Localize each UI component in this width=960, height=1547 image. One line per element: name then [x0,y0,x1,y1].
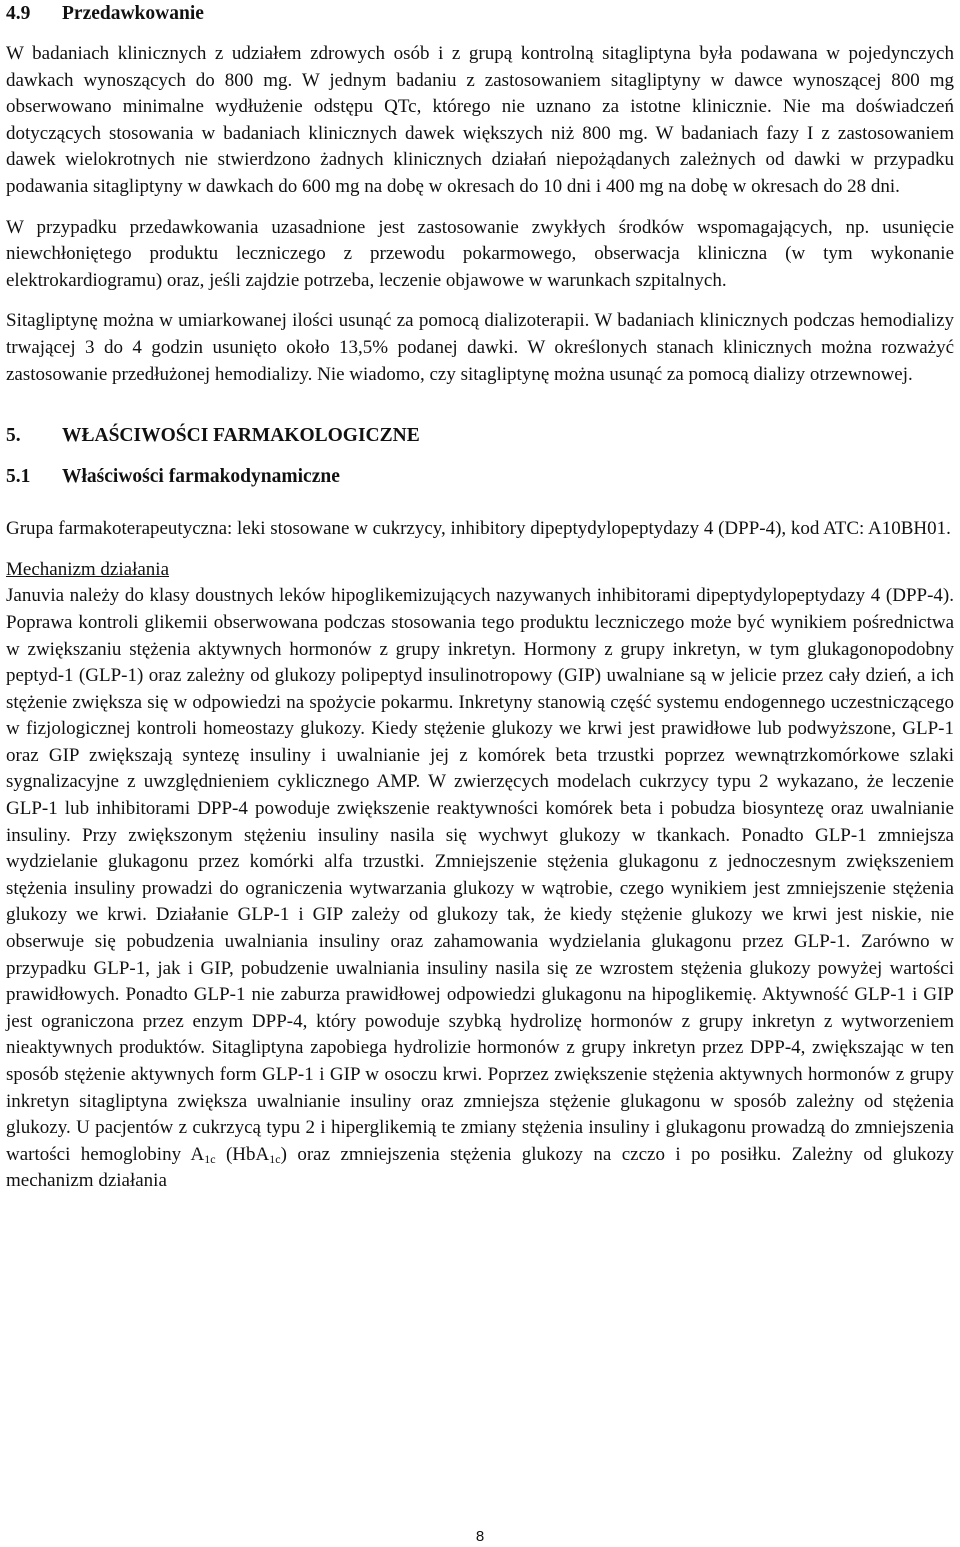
section-title: WŁAŚCIWOŚCI FARMAKOLOGICZNE [62,425,420,447]
section-number: 5. [6,425,21,447]
section-title: Przedawkowanie [62,3,204,24]
subscript-1c: 1c [204,1151,216,1166]
hba-label: (HbA [215,1143,270,1165]
mechanism-tail: ) oraz zmniejszenia stężenia glukozy na czczo i po posiłku. Zależny od glukozy mechanizm działania [6,1143,954,1192]
overdose-paragraph-3: Sitagliptynę można w umiarkowanej ilości usunąć za pomocą dializoterapii. W badaniach klinicznych podczas hemodializy trwającej 3 do 4 godzin usunięto około 13,5% podanej dawki. W określonych stanach klinicznych można rozważyć zastosowanie przedłużonej hemodializy. Nie wiadomo, czy sitagliptynę można usunąć za pomocą dializy otrzewnowej. [6,310,954,385]
mechanism-paragraph [6,583,954,1195]
subscript-1c: 1c [269,1151,281,1166]
pharmacotherapeutic-group: Grupa farmakoterapeutyczna: leki stosowane w cukrzycy, inhibitory dipeptydylopeptydazy 4 (DPP-4), kod ATC: A10BH01. [6,518,951,540]
mechanism-text: Januvia należy do klasy doustnych leków hipoglikemizujących nazywanych inhibitorami dipeptydylopeptydazy 4 (DPP-4). Poprawa kontroli glikemii obserwowana podczas stosowania tego produktu leczniczego może być wynikiem pośrednictwa w zwiększaniu stężenia aktywnych hormonów z grupy inkretyn. Hormony z grupy inkretyn, w tym glukagonopodobny peptyd-1 (GLP-1) oraz zależny od glukozy polipeptyd insulinotropowy (GIP) uwalniane są w jelicie przez cały dzień, a ich stężenie zwiększa się w odpowiedzi na spożycie pokarmu. Inkretyny stanowią część systemu endogennego uczestniczącego w fizjologicznej kontroli homeostazy glukozy. Kiedy stężenie glukozy we krwi jest prawidłowe lub podwyższone, GLP-1 oraz GIP zwiększają syntezę insuliny i uwalnianie jej z komórek beta trzustki poprzez wewnątrzkomórkowe szlaki sygnalizacyjne z uwzględnieniem cyklicznego AMP. W zwierzęcych modelach cukrzycy typu 2 wykazano, że leczenie GLP-1 lub inhibitorami DPP-4 powoduje zwiększenie reaktywności komórek beta i pobudza biosyntezę oraz uwalnianie insuliny. Przy zwiększonym stężeniu insuliny nasila się wychwyt glukozy w tkankach. Ponadto GLP-1 zmniejsza wydzielanie glukagonu przez komórki alfa trzustki. Zmniejszenie stężenia glukagonu z jednoczesnym zwiększeniem stężenia insuliny prowadzi do ograniczenia wytwarzania glukozy w wątrobie, czego wynikiem jest zmniejszenie stężenia glukozy we krwi. Działanie GLP-1 i GIP zależy od glukozy tak, że kiedy stężenie glukozy we krwi jest niskie, nie obserwuje się pobudzenia uwalniania insuliny oraz zahamowania wydzielania glukagonu przez GLP-1. Zarówno w przypadku GLP-1, jak i GIP, pobudzenie uwalniania insuliny nasila się ze wzrostem stężenia glukozy powyżej wartości prawidłowych. Ponadto GLP-1 nie zaburza prawidłowej odpowiedzi glukagonu na hipoglikemię. Aktywność GLP-1 i GIP jest ograniczona przez enzym DPP-4, który powoduje szybką hydrolizę hormonów z grupy inkretyn z wytworzeniem nieaktywnych produktów. Sitagliptyna zapobiega hydrolizie hormonów z grupy inkretyn przez DPP-4, zwiększając w ten sposób stężenie aktywnych form GLP-1 i GIP w osoczu krwi. Poprzez zwiększenie stężenia aktywnych hormonów z grupy inkretyn sitagliptyna zwiększa uwalnianie insuliny oraz zmniejsza stężenie glukagonu w sposób zależny od stężenia glukozy. U pacjentów z cukrzycą typu 2 i hiperglikemią te zmiany stężenia insuliny i glukagonu prowadzą do zmniejszenia wartości hemoglobiny A [6,585,954,1165]
overdose-paragraph-1: W badaniach klinicznych z udziałem zdrowych osób i z grupą kontrolną sitagliptyna była podawana w pojedynczych dawkach wynoszących do 800 mg. W jednym badaniu z zastosowaniem sitagliptyny w dawce wynoszącej 800 mg obserwowano minimalne wydłużenie odstępu QTc, którego nie uznano za istotne klinicznie. Nie ma doświadczeń dotyczących stosowania w badaniach klinicznych dawek większych niż 800 mg. W badaniach fazy I z zastosowaniem dawek wielokrotnych nie stwierdzono żadnych klinicznych działań niepożądanych zależnych od dawki w przypadku podawania sitagliptyny w dawkach do 600 mg na dobę w okresach do 10 dni i 400 mg na dobę w okresach do 28 dni. [6,43,954,197]
mechanism-heading: Mechanizm działania [6,558,170,580]
section-heading-5-1 [6,463,954,490]
section-heading-5 [6,422,954,449]
section-number: 5.1 [6,466,31,488]
overdose-paragraph-2: W przypadku przedawkowania uzasadnione jest zastosowanie zwykłych środków wspomagających, np. usunięcie niewchłoniętego produktu leczniczego z przewodu pokarmowego, obserwacja kliniczna (w tym wykonanie elektrokardiogramu) oraz, jeśli zajdzie potrzeba, leczenie objawowe w warunkach szpitalnych. [6,216,954,291]
section-number: 4.9 [6,3,31,24]
section-heading-4-9 [6,0,954,27]
page-number: 8 [475,1528,485,1545]
section-title: Właściwości farmakodynamiczne [62,466,340,488]
document-page [6,0,954,1195]
